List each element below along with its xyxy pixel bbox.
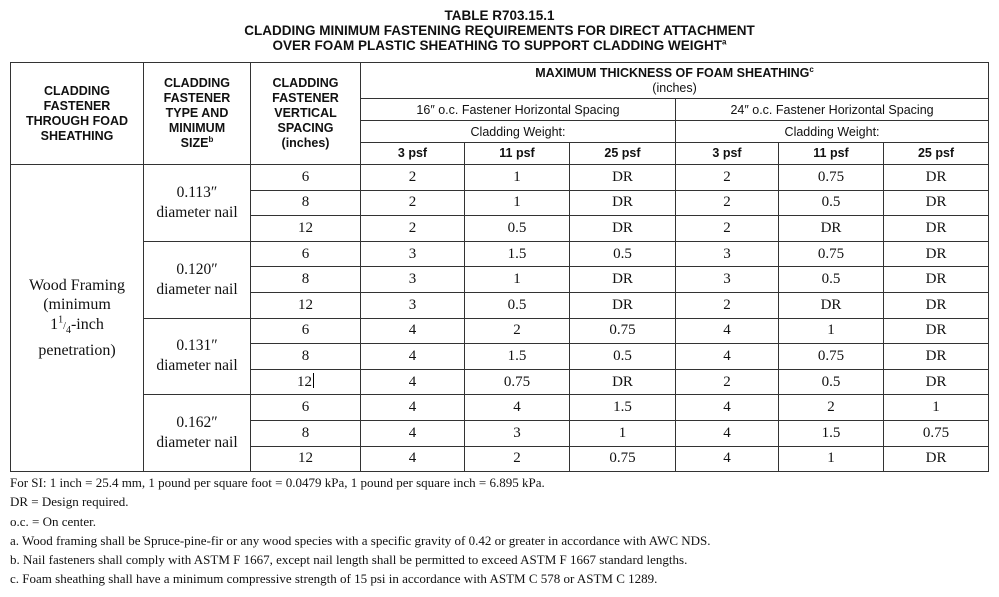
thickness-value-cell: 0.75 — [779, 344, 884, 370]
thickness-value-cell: DR — [570, 267, 676, 293]
thickness-value-cell: 4 — [676, 395, 779, 421]
header-line: FASTENER — [43, 98, 111, 113]
fastener-size-cell — [144, 395, 251, 472]
thickness-value-cell: 3 — [465, 420, 570, 446]
header-unit: (inches) — [652, 80, 697, 95]
framing-line: (minimum — [43, 296, 111, 314]
thickness-value-cell: 0.5 — [779, 190, 884, 216]
header-cladding-fastener-through-sheathing — [11, 63, 144, 165]
thickness-value-cell: DR — [884, 318, 989, 344]
thickness-value-cell: 4 — [361, 344, 465, 370]
thickness-value-cell: DR — [570, 190, 676, 216]
header-line: CLADDING — [272, 76, 339, 90]
vertical-spacing-value: 6 — [301, 245, 310, 262]
table-row — [11, 395, 989, 421]
thickness-value-cell: 3 — [676, 241, 779, 267]
footnote-b: b. Nail fasteners shall comply with ASTM F 1667, except nail length shall be permitted to exceed ASTM F 1667 standard lengths. — [10, 552, 688, 568]
vertical-spacing-cell — [251, 267, 361, 293]
vertical-spacing-cell — [251, 420, 361, 446]
header-line: MINIMUM — [168, 121, 226, 135]
table-row — [11, 318, 989, 344]
header-weight-11psf: 11 psf — [465, 143, 570, 165]
thickness-value-cell: 0.75 — [570, 446, 676, 472]
vertical-spacing-value: 8 — [301, 347, 310, 364]
thickness-value-cell: 1.5 — [465, 241, 570, 267]
table-title-line-1: CLADDING MINIMUM FASTENING REQUIREMENTS FOR DIRECT ATTACHMENT — [244, 23, 755, 38]
thickness-value-cell: 0.75 — [779, 165, 884, 191]
vertical-spacing-value: 8 — [301, 424, 310, 441]
thickness-value-cell: 0.5 — [779, 369, 884, 395]
framing-frac-num: 1 — [58, 314, 64, 326]
vertical-spacing-cell — [251, 446, 361, 472]
thickness-value-cell: 4 — [465, 395, 570, 421]
thickness-value-cell: 1 — [465, 267, 570, 293]
footnote-c: c. Foam sheathing shall have a minimum compressive strength of 15 psi in accordance with ASTM C 578 or ASTM C 1289. — [10, 571, 658, 587]
nail-type: diameter nail — [156, 280, 238, 298]
table-row — [11, 165, 989, 191]
thickness-value-cell: 3 — [361, 292, 465, 318]
vertical-spacing-value: 8 — [301, 271, 310, 288]
vertical-spacing-cell — [251, 216, 361, 242]
vertical-spacing-cell — [251, 241, 361, 267]
footnote-si: For SI: 1 inch = 25.4 mm, 1 pound per square foot = 0.0479 kPa, 1 pound per square inch = 6.895 kPa. — [10, 475, 545, 490]
header-16in-spacing: 16″ o.c. Fastener Horizontal Spacing — [361, 99, 676, 121]
nail-diameter: 0.162″ — [176, 414, 218, 432]
header-line — [361, 66, 988, 81]
thickness-value-cell: 2 — [779, 395, 884, 421]
framing-frac-den: 4 — [65, 325, 71, 337]
footnote-marker-b: b — [208, 134, 214, 144]
header-line: SPACING — [277, 121, 334, 135]
fastener-size-cell — [144, 318, 251, 395]
thickness-value-cell: 2 — [676, 369, 779, 395]
thickness-value-cell: DR — [884, 292, 989, 318]
header-line: CLADDING — [44, 83, 110, 98]
thickness-value-cell: DR — [884, 190, 989, 216]
table-footnotes — [10, 473, 990, 589]
header-24in-spacing: 24″ o.c. Fastener Horizontal Spacing — [676, 99, 989, 121]
header-weight-25psf: 25 psf — [570, 143, 676, 165]
table-title-text: OVER FOAM PLASTIC SHEATHING TO SUPPORT CLADDING WEIGHT — [272, 38, 723, 53]
header-line: TYPE AND — [165, 106, 229, 120]
thickness-value-cell: DR — [884, 344, 989, 370]
framing-line: $1^1/_4$-inch — [50, 314, 104, 337]
vertical-spacing-value: 6 — [301, 399, 310, 416]
thickness-value-cell: 0.75 — [465, 369, 570, 395]
nail-type: diameter nail — [156, 203, 238, 221]
header-cladding-weight: Cladding Weight: — [361, 121, 676, 143]
thickness-value-cell: 1 — [884, 395, 989, 421]
thickness-value-cell: 4 — [676, 446, 779, 472]
header-cladding-weight: Cladding Weight: — [676, 121, 989, 143]
framing-suffix: -inch — [70, 315, 104, 333]
nail-diameter: 0.120″ — [176, 260, 218, 278]
thickness-value-cell: 2 — [676, 190, 779, 216]
footnote-a: a. Wood framing shall be Spruce-pine-fir or any wood species with a specific gravity of 0.42 or greater in accordance with AWC NDS. — [10, 532, 711, 548]
thickness-value-cell: 0.5 — [465, 216, 570, 242]
thickness-value-cell: 4 — [361, 420, 465, 446]
vertical-spacing-value: 6 — [301, 322, 310, 339]
thickness-value-cell: 1 — [779, 446, 884, 472]
vertical-spacing-cell — [251, 318, 361, 344]
table-title-line-2 — [0, 38, 999, 53]
thickness-value-cell: DR — [570, 165, 676, 191]
thickness-value-cell: DR — [570, 216, 676, 242]
thickness-value-cell: 0.75 — [570, 318, 676, 344]
nail-diameter: 0.131″ — [176, 337, 218, 355]
thickness-value-cell: DR — [779, 216, 884, 242]
footnote-oc: o.c. = On center. — [10, 513, 97, 529]
thickness-value-cell: 4 — [676, 318, 779, 344]
vertical-spacing-cell — [251, 344, 361, 370]
vertical-spacing-cell — [251, 190, 361, 216]
thickness-value-cell: 1 — [779, 318, 884, 344]
header-text: MAXIMUM THICKNESS OF FOAM SHEATHING — [535, 65, 810, 80]
thickness-value-cell: 4 — [361, 446, 465, 472]
thickness-value-cell: DR — [570, 369, 676, 395]
thickness-value-cell: 2 — [465, 446, 570, 472]
header-weight-25psf: 25 psf — [884, 143, 989, 165]
nail-diameter: 0.113″ — [176, 183, 218, 201]
vertical-spacing-value: 12 — [298, 450, 313, 467]
fastener-size-cell — [144, 165, 251, 242]
thickness-value-cell: 3 — [676, 267, 779, 293]
thickness-value-cell: 1 — [570, 420, 676, 446]
vertical-spacing-cell — [251, 292, 361, 318]
thickness-value-cell: 4 — [361, 369, 465, 395]
framing-line: Wood Framing — [28, 276, 126, 294]
thickness-value-cell: DR — [884, 369, 989, 395]
thickness-value-cell: 2 — [361, 165, 465, 191]
thickness-value-cell: 1.5 — [779, 420, 884, 446]
thickness-value-cell: 4 — [676, 344, 779, 370]
thickness-value-cell: 0.5 — [779, 267, 884, 293]
header-line — [144, 136, 250, 151]
thickness-value-cell: 4 — [676, 420, 779, 446]
vertical-spacing-value: 8 — [301, 194, 310, 211]
footnote-marker-a: a — [722, 37, 727, 47]
thickness-value-cell: 2 — [465, 318, 570, 344]
thickness-value-cell: 3 — [361, 241, 465, 267]
thickness-value-cell: 2 — [361, 190, 465, 216]
framing-line: penetration) — [38, 341, 116, 359]
thickness-value-cell: 0.75 — [779, 241, 884, 267]
thickness-value-cell: 0.75 — [884, 420, 989, 446]
footnote-dr: DR = Design required. — [10, 494, 129, 510]
header-fastener-type-size — [144, 63, 251, 165]
header-line: THROUGH FOAD — [25, 113, 129, 128]
header-line: FASTENER — [272, 91, 339, 105]
thickness-value-cell: 2 — [676, 216, 779, 242]
header-line: FASTENER — [163, 91, 231, 105]
thickness-value-cell: 4 — [361, 395, 465, 421]
vertical-spacing-value: 12 — [298, 296, 313, 313]
header-weight-3psf: 3 psf — [676, 143, 779, 165]
fastening-table — [10, 62, 989, 472]
thickness-value-cell: 0.5 — [465, 292, 570, 318]
fastener-size-cell — [144, 241, 251, 318]
header-line: (inches) — [281, 136, 330, 150]
thickness-value-cell: DR — [884, 446, 989, 472]
footnote-marker-c: c — [809, 64, 814, 74]
thickness-value-cell: 1.5 — [465, 344, 570, 370]
thickness-value-cell: 2 — [676, 165, 779, 191]
thickness-value-cell: DR — [884, 165, 989, 191]
thickness-value-cell: DR — [779, 292, 884, 318]
thickness-value-cell: DR — [884, 216, 989, 242]
header-line: SHEATHING — [40, 128, 114, 143]
thickness-value-cell: 0.5 — [570, 344, 676, 370]
thickness-value-cell: 2 — [361, 216, 465, 242]
framing-whole: 1 — [50, 315, 59, 333]
thickness-value-cell: 0.5 — [570, 241, 676, 267]
header-vertical-spacing — [251, 63, 361, 165]
header-line: VERTICAL — [274, 106, 337, 120]
thickness-value-cell: DR — [884, 241, 989, 267]
header-line: CLADDING — [164, 76, 230, 90]
header-max-thickness — [361, 63, 989, 99]
thickness-value-cell: 2 — [676, 292, 779, 318]
thickness-value-cell: 1 — [465, 190, 570, 216]
header-weight-3psf: 3 psf — [361, 143, 465, 165]
table-row — [11, 241, 989, 267]
vertical-spacing-value: 6 — [301, 168, 310, 185]
nail-type: diameter nail — [156, 434, 238, 452]
header-weight-11psf: 11 psf — [779, 143, 884, 165]
table-number: TABLE R703.15.1 — [444, 8, 555, 23]
thickness-value-cell: 4 — [361, 318, 465, 344]
thickness-value-cell: 3 — [361, 267, 465, 293]
vertical-spacing-cell — [251, 395, 361, 421]
thickness-value-cell: DR — [884, 267, 989, 293]
vertical-spacing-cell — [251, 369, 361, 395]
nail-type: diameter nail — [156, 357, 238, 375]
framing-type-cell — [11, 165, 144, 472]
vertical-spacing-value: 12 — [297, 374, 312, 391]
text-cursor — [313, 373, 314, 388]
header-text: SIZE — [180, 136, 209, 150]
thickness-value-cell: DR — [570, 292, 676, 318]
thickness-value-cell: 1.5 — [570, 395, 676, 421]
thickness-value-cell: 1 — [465, 165, 570, 191]
vertical-spacing-value: 12 — [298, 219, 313, 236]
vertical-spacing-cell — [251, 165, 361, 191]
